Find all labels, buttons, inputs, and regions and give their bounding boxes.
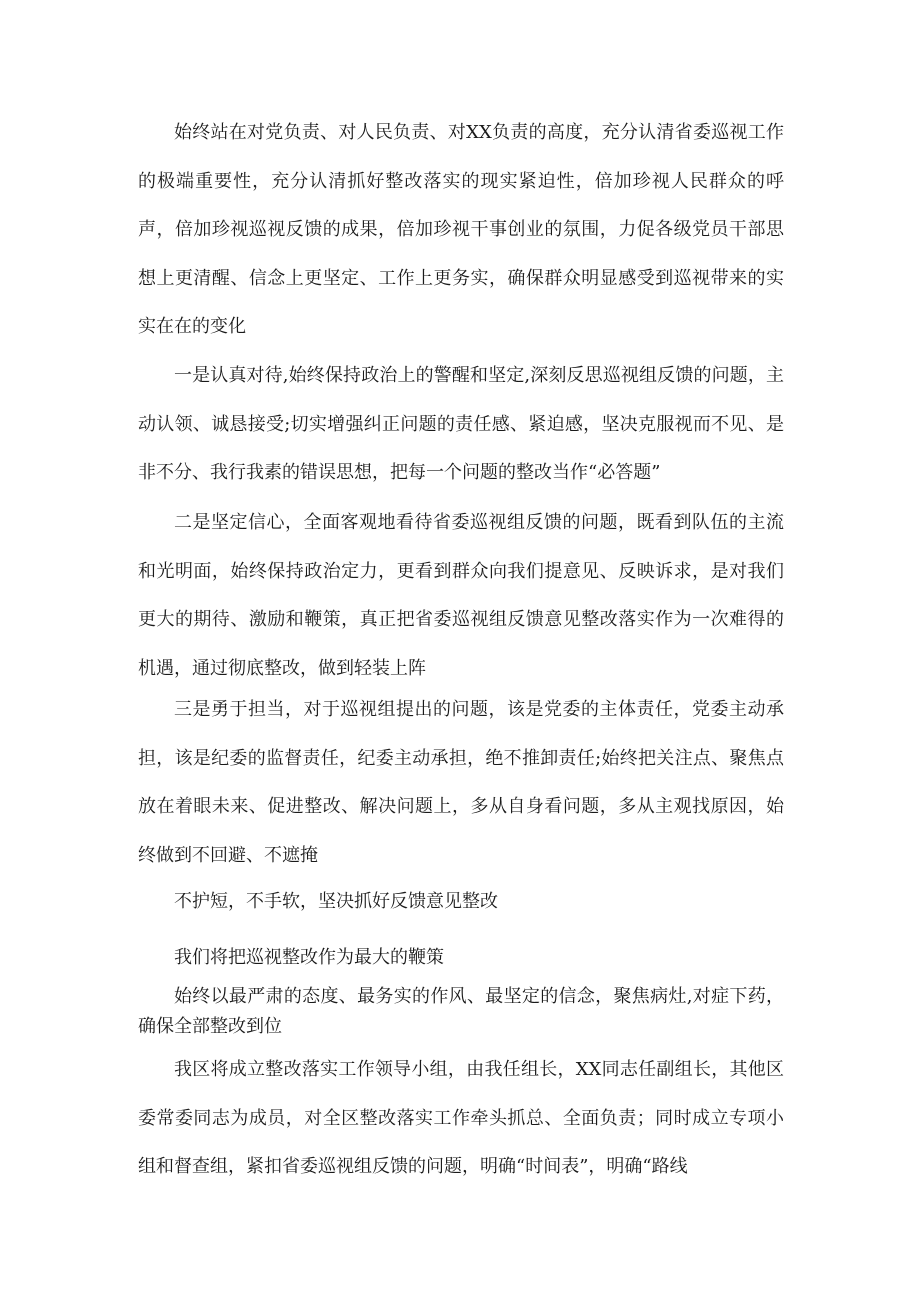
paragraph-no-shielding: 不护短，不手软，坚决抓好反馈意见整改 xyxy=(174,891,498,912)
paragraph-intro: 始终站在对党负责、对人民负责、对XX负责的高度，充分认清省委巡视工作的极端重要性，充分认清抓好整改落实的现实紧迫性，倍加珍视人民群众的呼声，倍加珍视巡视反馈的成果，倍加珍视干事创业的氛围，力促各级党员干部思想上更清醒、信念上更坚定、工作上更务实，确保群众明显感受到巡视带来的实实在在的变化 xyxy=(138,122,784,337)
paragraph-spur: 我们将把巡视整改作为最大的鞭策 xyxy=(174,947,444,968)
paragraph-point-two: 二是坚定信心，全面客观地看待省委巡视组反馈的问题，既看到队伍的主流和光明面，始终保持政治定力，更看到群众向我们提意见、反映诉求，是对我们更大的期待、激励和鞭策，真正把省委巡视组反馈意见整改落实作为一次难得的机遇，通过彻底整改，做到轻装上阵 xyxy=(138,512,784,679)
paragraph-attitude: 始终以最严肃的态度、最务实的作风、最坚定的信念，聚焦病灶,对症下药，确保全部整改到位 xyxy=(138,986,784,1037)
paragraph-leading-group: 我区将成立整改落实工作领导小组，由我任组长，XX同志任副组长，其他区委常委同志为成员，对全区整改落实工作牵头抓总、全面负责；同时成立专项小组和督查组，紧扣省委巡视组反馈的问题，明确“时间表”，明确“路线 xyxy=(138,1059,784,1177)
paragraph-point-one: 一是认真对待,始终保持政治上的警醒和坚定,深刻反思巡视组反馈的问题，主动认领、诚恳接受;切实增强纠正问题的责任感、紧迫感，坚决克服视而不见、是非不分、我行我素的错误思想，把每一个问题的整改当作“必答题” xyxy=(138,365,784,483)
paragraph-point-three: 三是勇于担当，对于巡视组提出的问题，该是党委的主体责任，党委主动承担，该是纪委的监督责任，纪委主动承担，绝不推卸责任;始终把关注点、聚焦点放在着眼未来、促进整改、解决问题上，多从自身看问题，多从主观找原因，始终做到不回避、不遮掩 xyxy=(138,699,784,866)
